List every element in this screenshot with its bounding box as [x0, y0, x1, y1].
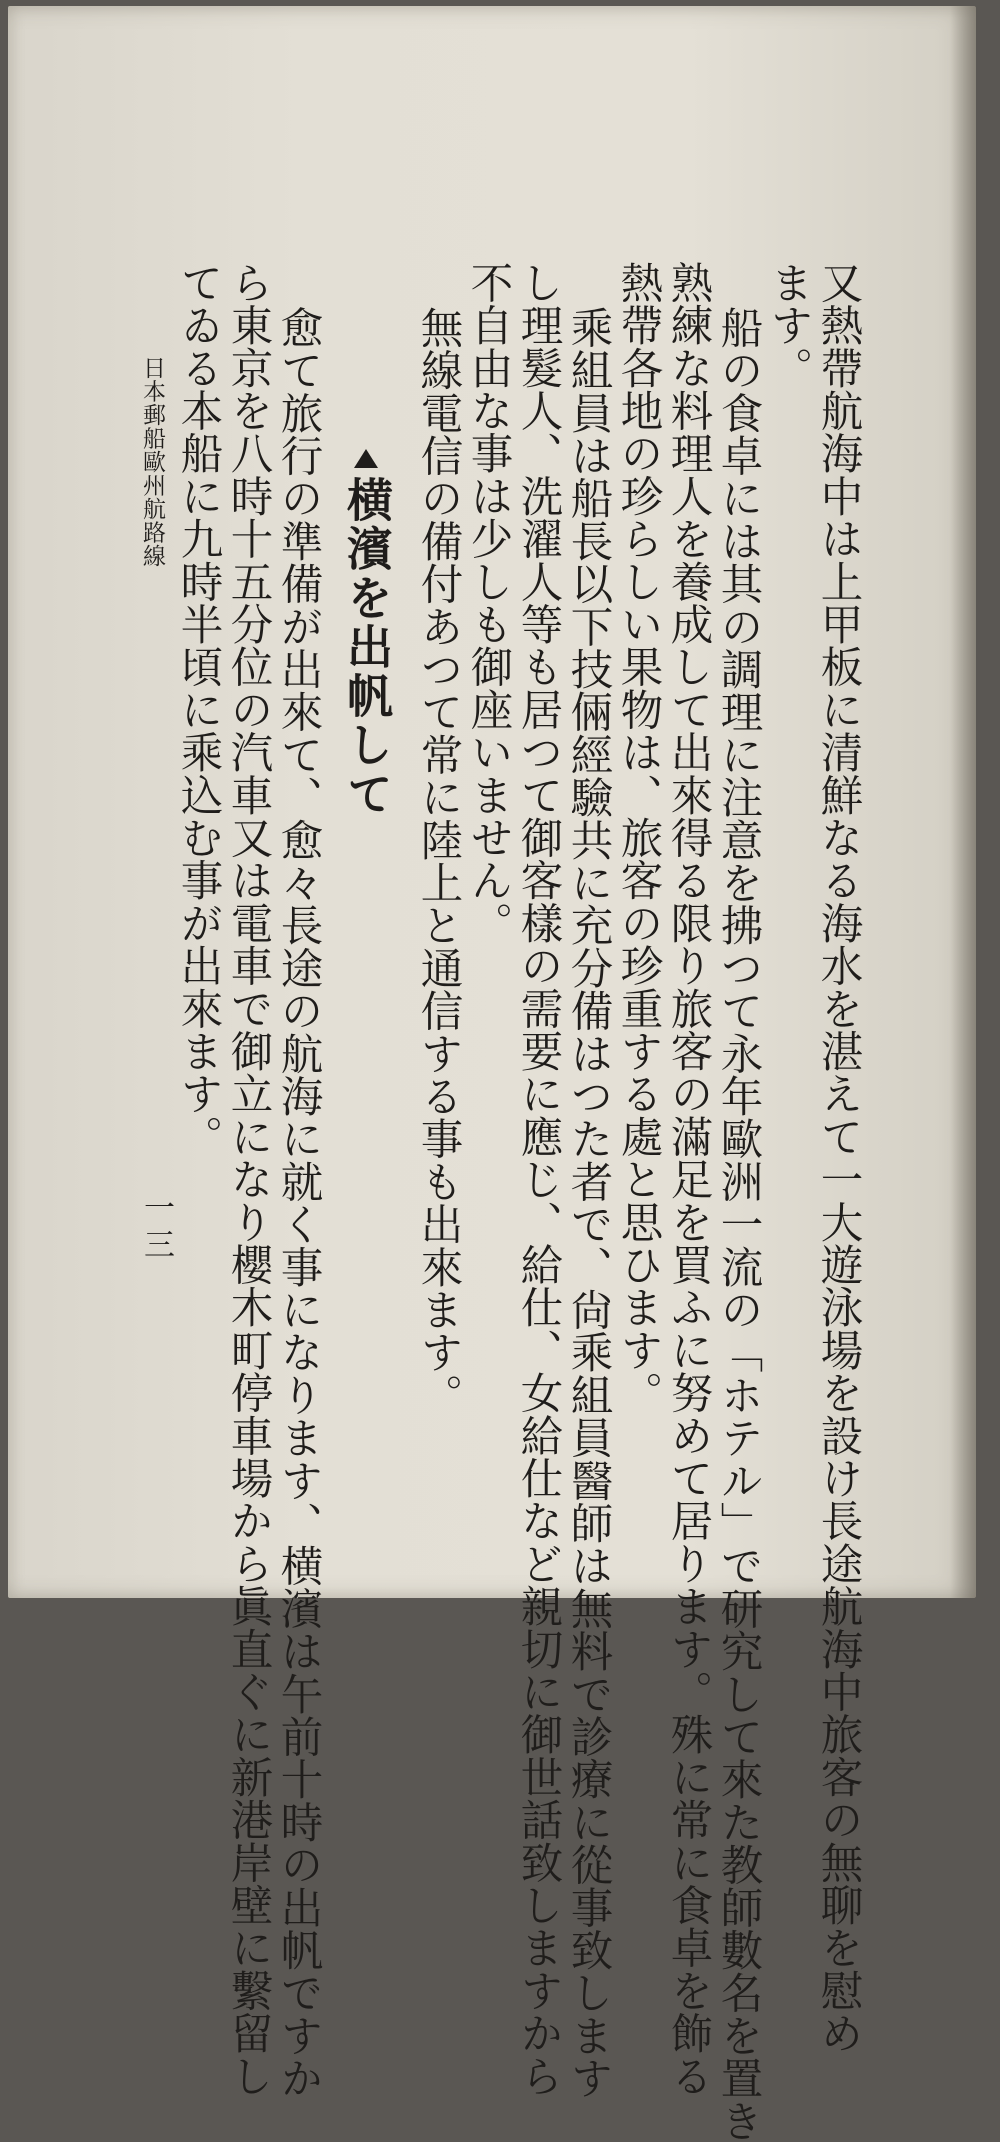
page-number: 一三: [138, 1191, 174, 1265]
body-line-2: ます。: [763, 261, 813, 390]
body-line-6: 乘組員は船長以下技倆經驗共に充分備はつた者で、尙乘組員醫師は無料で診療に從事致します: [563, 306, 613, 2100]
section-line-2: ら東京を八時十五分位の汽車又は電車で御立になり櫻木町停車場から眞直ぐに新港岸壁に繫留し: [223, 261, 273, 2098]
body-line-4: 熟練な料理人を養成して出來得る限り旅客の滿足を買ふに努めて居ります。殊に常に食卓を飾る: [663, 261, 713, 2098]
body-line-5: 熱帶各地の珍らしい果物は、旅客の珍重する處と思ひます。: [613, 261, 663, 1414]
body-line-1: 又熱帶航海中は上甲板に清鮮なる海水を湛えて一大遊泳場を設け長途航海中旅客の無聊を慰め: [813, 261, 863, 2055]
body-line-7: し理髮人、洗濯人等も居つて御客樣の需要に應じ、給仕、女給仕など親切に御世話致しますから: [513, 261, 563, 2098]
book-page: [8, 6, 976, 2142]
section-triangle-icon: [354, 449, 378, 468]
section-line-1: 愈て旅行の準備が出來て、愈々長途の航海に就く事になります、横濱は午前十時の出帆ですか: [273, 306, 323, 2100]
body-line-8: 不自由な事は少しも御座いません。: [463, 261, 513, 945]
body-line-3: 船の食卓には其の調理に注意を拂つて永年歐洲一流の「ホテル」で研究して來た教師數名を置き: [713, 306, 763, 2142]
body-line-9: 無線電信の備付あつて常に陸上と通信する事も出來ます。: [413, 306, 463, 1417]
section-line-3: てゐる本船に九時半頃に乘込む事が出來ます。: [173, 261, 223, 1158]
running-footer-title: 日本郵船歐州航路線: [139, 356, 165, 568]
section-heading: 横濱を出帆して: [340, 476, 394, 819]
